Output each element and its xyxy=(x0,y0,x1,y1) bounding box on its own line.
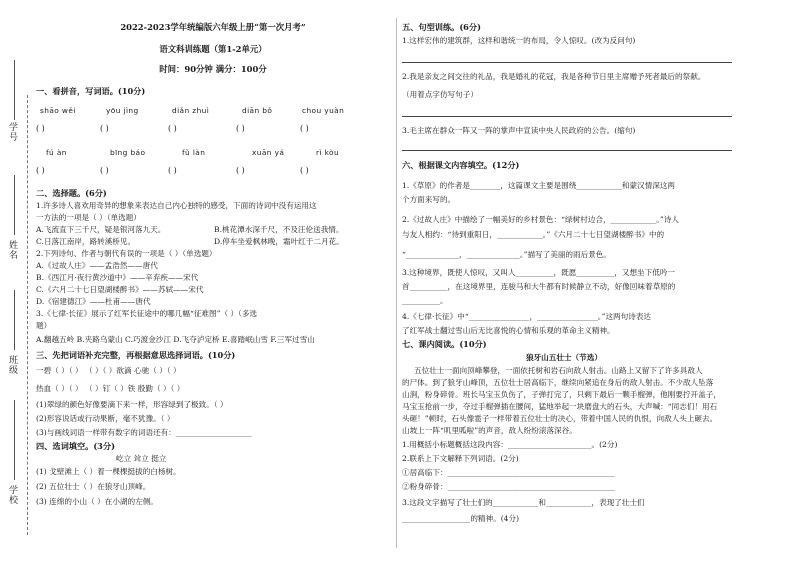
margin-rule xyxy=(14,175,15,235)
question-text: 3.毛主席在群众一阵又一阵的掌声中宣读中央人民政府的公告。(缩句) xyxy=(402,126,636,135)
question-text: 题） xyxy=(36,321,52,330)
option-d[interactable]: D.停车坐爱枫林晚，霜叶红于二月花。 xyxy=(214,237,344,246)
answer-box[interactable]: ( ) xyxy=(300,166,309,175)
pinyin-3: diǎn zhuì xyxy=(172,106,210,115)
question-text: 个方面来写的。 xyxy=(402,195,456,204)
pinyin-1: shāo wěi xyxy=(40,106,76,115)
section-3-heading: 三、先把词语补充完整，再根据意思选择词语。(10分) xyxy=(36,350,236,360)
question-text: 2.联系上下文解释下列词语。(2分) xyxy=(402,454,519,463)
passage-line: 五位壮士一面向顶峰攀登，一面依托树和岩石向敌人射击。山路上又留下了许多具敌人 xyxy=(414,366,703,375)
exam-info: 时间：90分钟 满分：100分 xyxy=(159,64,267,74)
fill-row[interactable]: 热血（ ）（ ） （ ）钉（ ）铁 殷勤（ ）（ ） xyxy=(36,384,185,393)
option-a[interactable]: A.《过故人庄》——孟浩然——唐代 xyxy=(36,261,158,270)
question-text[interactable]: 首__________，在这境界里，连骏马和大牛都有时候静立不动，好像回味着草原的 xyxy=(402,282,676,291)
option-b[interactable]: B.《西江月·夜行黄沙道中》——辛弃疾——宋代 xyxy=(36,273,199,282)
passage-line: 山涧，粉身碎骨。班长马宝玉负伤了，子弹打完了，只剩下最后一颗手榴弹，他刚要拧开盖子， xyxy=(402,390,721,399)
pinyin-8: fǔ làn xyxy=(182,148,206,157)
question-text: 一方法的一项是（ ）（单选题） xyxy=(36,213,141,222)
option-c[interactable]: C.日落江南岸，路转溪桥见。 xyxy=(36,237,136,246)
answer-box[interactable]: ( ) xyxy=(236,166,245,175)
question-text[interactable]: (1) 戈壁滩上（ ）着一棵棵挺拔的白杨树。 xyxy=(36,467,181,476)
pinyin-6: fú àn xyxy=(46,148,67,157)
question-text: 3.《七律·长征》展示了红军长征途中的哪几幅“征难图”（ ）（多选 xyxy=(36,309,258,318)
question-text[interactable]: (3)与画线词语一样带有数字的词语还有：____________________ xyxy=(36,428,252,437)
question-text[interactable]: __________________的精神。(4分) xyxy=(402,514,520,523)
question-text[interactable]: 与友人相约：“待到重阳日，____________。”《六月二十七日望湖楼醉书》中的 xyxy=(402,230,665,239)
question-text[interactable]: (2)形容说话或行动果断，毫不犹豫。（ ） xyxy=(36,414,175,423)
answer-box[interactable]: ( ) xyxy=(100,124,109,133)
exam-subtitle: 语文科训练题（第1-2单元） xyxy=(159,44,267,54)
exam-title: 2022-2023学年统编版六年级上册“第一次月考” xyxy=(120,22,306,32)
answer-box[interactable]: ( ) xyxy=(168,124,177,133)
question-text[interactable]: (2) 五位壮士（ ）在狼牙山顶峰。 xyxy=(36,482,151,491)
passage-line: 的尸体。到了狼牙山峰顶，五位壮士居高临下，继续向紧追在身后的敌人射击。不少敌人坠落 xyxy=(402,378,714,387)
question-text[interactable]: (1)翠绿的颜色好像要滴下来一样，形容绿到了极致。（ ） xyxy=(36,400,228,409)
question-text: 2.下列诗句、作者与朝代有误的一项是（ ）（单选题） xyxy=(36,249,217,258)
passage-title: 狼牙山五壮士（节选） xyxy=(526,353,602,362)
margin-rule xyxy=(14,60,15,120)
pinyin-7: bīng báo xyxy=(110,148,146,157)
fill-row[interactable]: 一碧（ ）（ ） （ ）（ ）欲滴 心驰（ ）（ ） xyxy=(36,366,181,375)
question-text: 1.这样宏伟的建筑群，这样和谐统一的布局，令人惊叹。(改为反问句) xyxy=(402,36,636,45)
option-d[interactable]: D.《宿建德江》——杜甫——唐代 xyxy=(36,297,151,306)
passage-line: 马宝玉抢前一步，夺过手榴弹插在腰间，猛地举起一块磨盘大的石头，大声喊：“同志们！用石 xyxy=(402,402,718,411)
passage-line: 头砸！”顿时，石头像雹子一样带着五位壮士的决心，带着中国人民的仇恨，向敌人头上砸去。 xyxy=(402,414,718,423)
answer-line[interactable] xyxy=(402,150,732,151)
section-6-heading: 六、根据课文内容填空。(12分) xyxy=(402,160,520,170)
word-options: 屹立 耸立 挺立 xyxy=(116,454,167,463)
question-text[interactable]: 1.《草原》的作者是________，这篇课文主要是围绕____________和蒙汉情深这两 xyxy=(402,181,676,190)
option-a[interactable]: A.飞流直下三千尺，疑是银河落九天。 xyxy=(36,225,166,234)
question-text: （用着点字仿写句子） xyxy=(402,90,478,99)
question-text[interactable]: ①居高临下：____________________________________________ xyxy=(402,468,615,477)
option-b[interactable]: B.桃花潭水深千尺，不及汪伦送我情。 xyxy=(214,225,344,234)
pinyin-2: yōu jìng xyxy=(106,106,139,115)
question-text[interactable]: “______________，______________。”描写了美丽的雨后景色。 xyxy=(402,250,611,259)
right-column xyxy=(400,0,790,562)
passage-line: 山坡上一阵“叽里呱啦”的声音，敌人纷纷滚落深谷。 xyxy=(402,426,577,435)
left-column xyxy=(32,0,394,562)
answer-box[interactable]: ( ) xyxy=(36,124,45,133)
margin-rule xyxy=(14,400,15,480)
margin-label-school: 学校 xyxy=(7,485,17,505)
column-divider xyxy=(396,18,397,548)
binding-margin xyxy=(0,0,28,562)
question-text[interactable]: ②粉身碎骨：____________________________________________ xyxy=(402,482,615,491)
margin-rule xyxy=(14,290,15,350)
pinyin-10: rì kòu xyxy=(316,148,340,157)
question-text[interactable]: 1.用概括小标题概括这段内容：______________________。(2分) xyxy=(402,440,618,449)
pinyin-9: xuān yá xyxy=(252,148,285,157)
answer-box[interactable]: ( ) xyxy=(236,124,245,133)
option-c[interactable]: C.《六月二十七日望湖楼醉书》——苏轼——宋代 xyxy=(36,285,204,294)
question-text[interactable]: 3.这种境界，既使人惊叹，又叫人__________，既愿__________，又想坐下低吟一 xyxy=(402,268,676,277)
question-text[interactable]: 2.《过故人庄》中描绘了一幅美好的乡村景色：“绿树村边合，____________。”诗人 xyxy=(402,215,679,224)
margin-label-name: 姓名 xyxy=(7,240,17,260)
answer-box[interactable]: ( ) xyxy=(36,166,45,175)
multi-options[interactable]: A.翻越五岭 B.夹路乌蒙山 C.巧渡金沙江 D.飞夺泸定桥 E.喜踏岷山雪 F.三军过雪山 xyxy=(36,335,315,344)
answer-line[interactable] xyxy=(402,116,732,117)
cut-line xyxy=(27,95,28,535)
section-7-heading: 七、课内阅读。(10分) xyxy=(402,339,487,349)
section-1-heading: 一、看拼音，写词语。(10分) xyxy=(36,86,146,96)
question-text[interactable]: __________。 xyxy=(402,296,448,305)
section-2-heading: 二、选择题。(6分) xyxy=(36,188,107,198)
section-5-heading: 五、句型训练。(6分) xyxy=(402,22,481,32)
section-4-heading: 四、选词填空。(3分) xyxy=(36,441,115,451)
question-text: 1.许多诗人喜欢用奇异的想象来表达自己内心独特的感受，下面的诗词中没有运用这 xyxy=(36,201,317,210)
question-text[interactable]: (3) 连绵的小山（ ）在小湖的左侧。 xyxy=(36,497,158,506)
answer-box[interactable]: ( ) xyxy=(300,124,309,133)
pinyin-5: chou yuàn xyxy=(302,106,345,115)
pinyin-4: diān bǒ xyxy=(242,106,273,115)
question-text[interactable]: 3.这段文字描写了壮士们的____________和____________，表现了壮士们 xyxy=(402,498,645,507)
answer-box[interactable]: ( ) xyxy=(100,166,109,175)
question-text[interactable]: 4.《七律·长征》中“________________，________________。”这两句诗表达 xyxy=(402,312,652,321)
question-text: 2.我是亲友之间交往的礼品，我是婚礼的花冠，我是各种节日里主席赠予死者最后的祭献。 xyxy=(402,72,706,81)
margin-label-student-id: 学号 xyxy=(7,122,17,142)
answer-line[interactable] xyxy=(402,62,732,63)
question-text: 了红军战士翻过雪山后无比喜悦的心情和乐观的革命主义精神。 xyxy=(402,326,615,335)
margin-label-class: 班级 xyxy=(7,355,17,375)
answer-box[interactable]: ( ) xyxy=(168,166,177,175)
